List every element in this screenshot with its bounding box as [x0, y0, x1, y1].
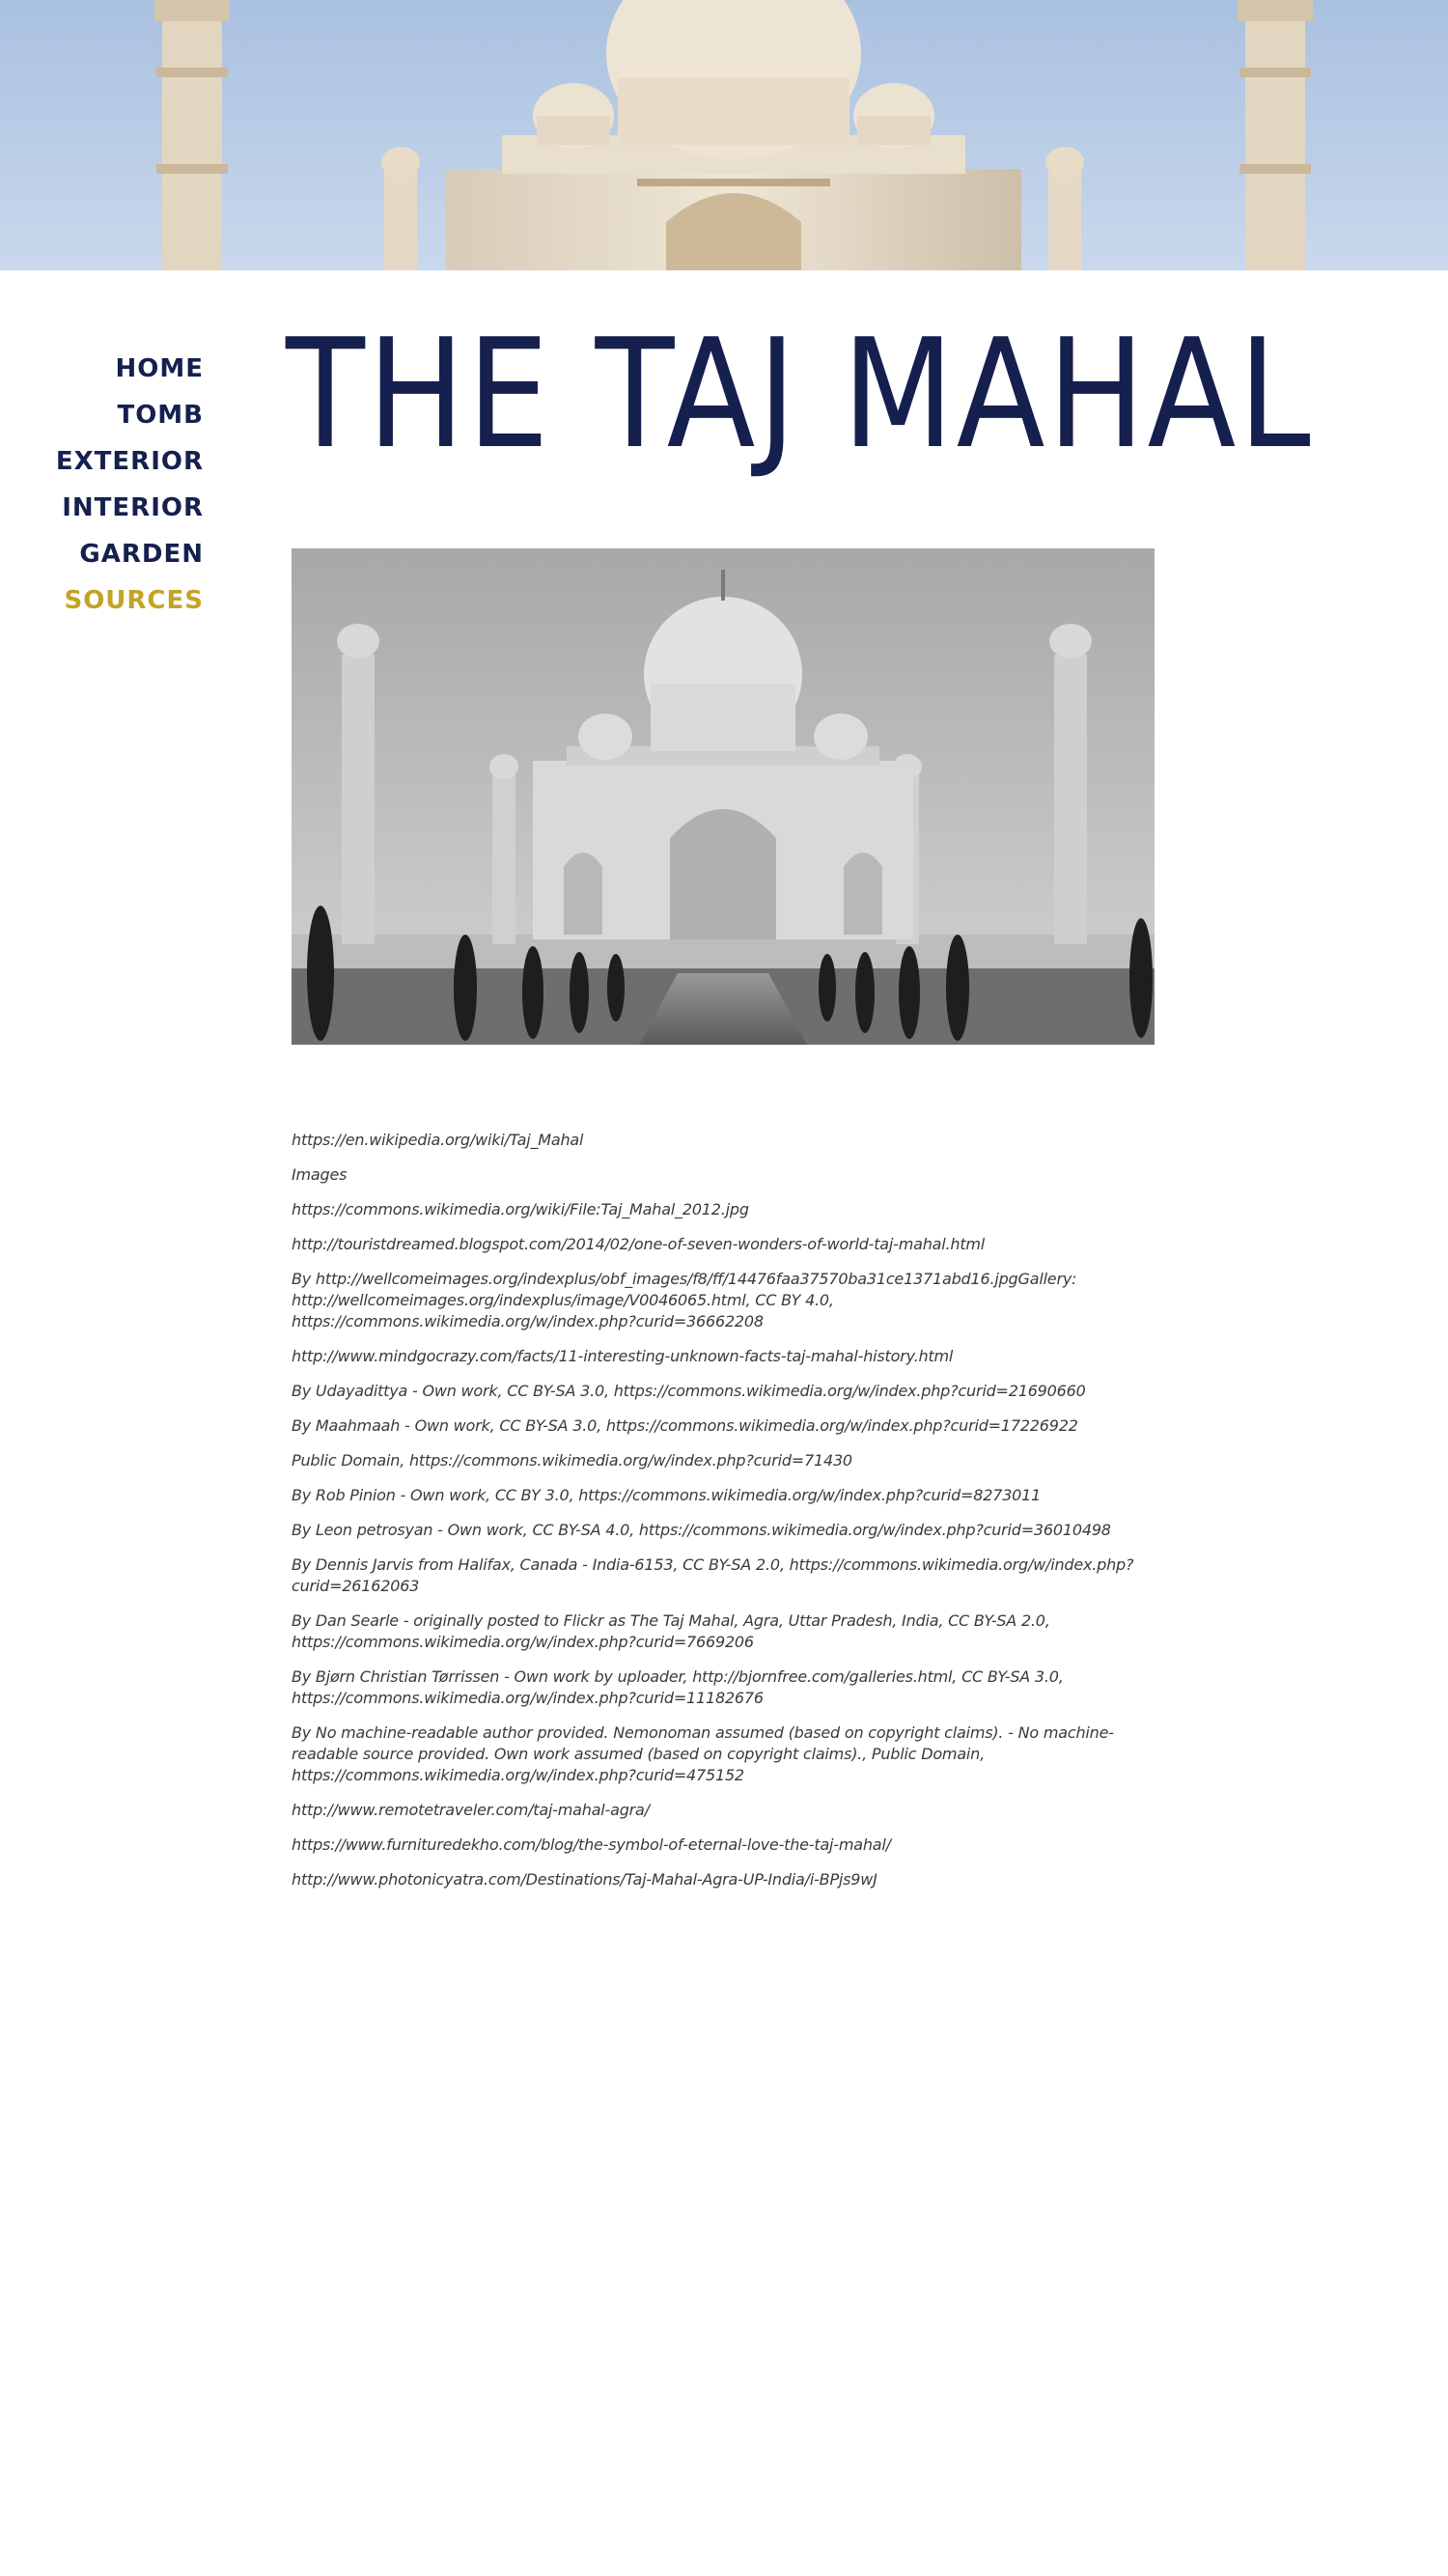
header-banner-image: [0, 0, 1448, 270]
page-title: THE TAJ MAHAL: [286, 306, 1314, 482]
nav-item-garden[interactable]: GARDEN: [79, 540, 204, 569]
source-item: By Rob Pinion - Own work, CC BY 3.0, https://commons.wikimedia.org/w/index.php?curid=8273011: [292, 1486, 1042, 1504]
nav-item-exterior[interactable]: EXTERIOR: [55, 447, 204, 476]
source-item: By Leon petrosyan - Own work, CC BY-SA 4.0, https://commons.wikimedia.org/w/index.php?curid=36010498: [292, 1521, 1111, 1539]
source-item: By Udayadittya - Own work, CC BY-SA 3.0, https://commons.wikimedia.org/w/index.php?curid=21690660: [292, 1382, 1086, 1400]
sources-list: [292, 1130, 1160, 1904]
source-item: Public Domain, https://commons.wikimedia.org/w/index.php?curid=71430: [292, 1451, 852, 1470]
source-item: By No machine-readable author provided. Nemonoman assumed (based on copyright claims). - No machine-readable source provided. Own work assumed (based on copyright claims)., Public Domain, https://commons.wikimedia.org/w/index.php?curid=475152: [292, 1723, 1114, 1784]
source-item: By Dan Searle - originally posted to Flickr as The Taj Mahal, Agra, Uttar Pradesh, India, CC BY-SA 2.0, https://commons.wikimedia.org/w/index.php?curid=7669206: [292, 1611, 1050, 1651]
nav-item-sources[interactable]: SOURCES: [64, 586, 204, 615]
source-item: http://www.remotetraveler.com/taj-mahal-agra/: [292, 1801, 650, 1819]
source-item: http://www.photonicyatra.com/Destinations/Taj-Mahal-Agra-UP-India/i-BPjs9wJ: [292, 1870, 877, 1889]
source-item: Images: [292, 1165, 348, 1184]
source-item: http://www.mindgocrazy.com/facts/11-interesting-unknown-facts-taj-mahal-history.html: [292, 1347, 954, 1365]
nav-item-home[interactable]: HOME: [115, 354, 204, 383]
source-item: https://commons.wikimedia.org/wiki/File:Taj_Mahal_2012.jpg: [292, 1200, 749, 1218]
source-item: By Dennis Jarvis from Halifax, Canada - India-6153, CC BY-SA 2.0, https://commons.wikimedia.org/w/index.php?curid=26162063: [292, 1555, 1134, 1595]
nav-item-tomb[interactable]: TOMB: [117, 401, 204, 430]
taj-mahal-photo: [292, 548, 1155, 1045]
main-nav: [0, 346, 204, 624]
source-item: https://www.furnituredekho.com/blog/the-symbol-of-eternal-love-the-taj-mahal/: [292, 1835, 891, 1854]
nav-item-interior[interactable]: INTERIOR: [62, 493, 204, 522]
source-item: By Maahmaah - Own work, CC BY-SA 3.0, https://commons.wikimedia.org/w/index.php?curid=17226922: [292, 1416, 1078, 1435]
source-item: By http://wellcomeimages.org/indexplus/obf_images/f8/ff/14476faa37570ba31ce1371abd16.jpgGallery: http://wellcomeimages.org/indexplus/image/V0046065.html, CC BY 4.0, https://commons.wikimedia.org/w/index.php?curid=36662208: [292, 1270, 1077, 1330]
source-item: https://en.wikipedia.org/wiki/Taj_Mahal: [292, 1131, 584, 1149]
source-item: By Bjørn Christian Tørrissen - Own work by uploader, http://bjornfree.com/galleries.html, CC BY-SA 3.0, https://commons.wikimedia.org/w/index.php?curid=11182676: [292, 1667, 1064, 1707]
source-item: http://touristdreamed.blogspot.com/2014/02/one-of-seven-wonders-of-world-taj-mahal.html: [292, 1235, 986, 1253]
